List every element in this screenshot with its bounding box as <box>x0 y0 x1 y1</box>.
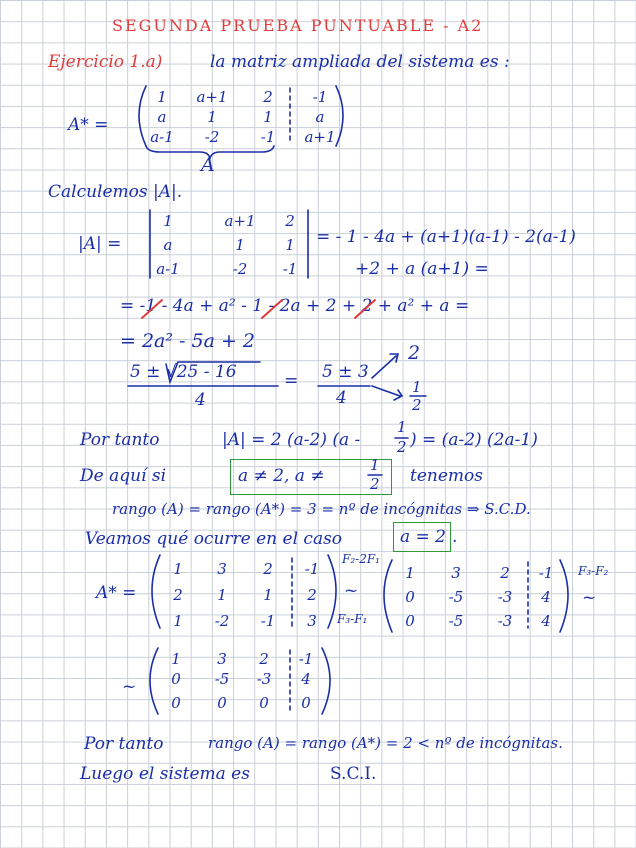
por-tanto-label-1: Por tanto <box>80 430 160 450</box>
matrix2-cell: -1 <box>304 560 320 578</box>
matrix1-cell: 2 <box>263 88 273 106</box>
quad2-numerator: 5 ± 3 <box>322 362 369 382</box>
arrow-up-head <box>390 354 398 362</box>
matrix1-name: A* = <box>68 115 109 135</box>
matrix2-name: A* = <box>96 583 137 603</box>
matrix3-tilde: ~ <box>582 588 597 608</box>
exercise-intro: la matriz ampliada del sistema es : <box>210 52 510 72</box>
det-cell: 1 <box>235 236 245 254</box>
matrix2-tilde: ~ <box>344 581 359 601</box>
matrix2-cell: 2 <box>173 586 183 604</box>
matrix2-cell: 1 <box>217 586 227 604</box>
matrix2-cell: 1 <box>263 586 273 604</box>
page-title: SEGUNDA PRUEBA PUNTUABLE - A2 <box>112 16 484 35</box>
matrix2-cell: 3 <box>217 560 227 578</box>
por-tanto-label-2: Por tanto <box>84 734 164 754</box>
det-rhs-1: = - 1 - 4a + (a+1)(a-1) - 2(a-1) <box>316 227 576 247</box>
matrix2-right-paren <box>328 555 336 628</box>
matrix1-cell: -1 <box>260 128 276 146</box>
arrow-up <box>372 356 396 378</box>
condition-frac-num: 1 <box>370 456 380 474</box>
matrix1-under-label: A <box>201 154 215 176</box>
matrix3-cell: 4 <box>541 612 551 630</box>
rango-line: rango (A) = rango (A*) = 3 = nº de incógnitas ⇒ S.C.D. <box>112 500 531 518</box>
expansion-line-2: = 2a² - 5a + 2 <box>120 330 255 352</box>
por-tanto-rango: rango (A) = rango (A*) = 2 < nº de incógnitas. <box>208 734 563 752</box>
matrix3-cell: -3 <box>497 612 513 630</box>
det-cell: 1 <box>163 212 173 230</box>
expansion-part: = <box>120 296 140 316</box>
matrix4-cell: 0 <box>171 694 181 712</box>
matrix3-left-paren <box>384 560 392 632</box>
matrix2-left-paren <box>152 555 160 628</box>
struck-term: 2 <box>325 296 337 316</box>
matrix1-cell: a <box>157 108 167 126</box>
matrix3-op-top: F₃-F₂ <box>578 564 609 578</box>
matrix4-cell: 4 <box>301 670 311 688</box>
condition-text: a ≠ 2, a ≠ <box>238 466 325 486</box>
arrow-down <box>372 386 400 396</box>
matrix2-cell: 2 <box>263 560 273 578</box>
arrow-down-head <box>394 390 402 400</box>
expansion-part: - 4a + a² - <box>156 296 253 316</box>
matrix2-op-bottom: F₃-F₁ <box>337 612 368 626</box>
det-cell: 2 <box>285 212 295 230</box>
de-aqui-suffix: tenemos <box>410 466 483 486</box>
matrix3-cell: 3 <box>451 564 461 582</box>
matrix3-cell: 1 <box>405 564 415 582</box>
case-text: a = 2 <box>400 527 447 547</box>
luego-text: Luego el sistema es <box>80 764 250 784</box>
matrix1-cell: -2 <box>204 128 220 146</box>
matrix3-cell: 4 <box>541 588 551 606</box>
det-cell: a+1 <box>224 212 256 230</box>
exercise-label: Ejercicio 1.a) <box>48 52 163 72</box>
det-cell: 1 <box>285 236 295 254</box>
matrix3-cell: -1 <box>538 564 554 582</box>
root-1: 2 <box>408 342 421 364</box>
expansion-part: - 2a + <box>263 296 326 316</box>
matrix3-cell: 2 <box>500 564 510 582</box>
det-cell: a-1 <box>156 260 180 278</box>
matrix2-op-top: F₂-2F₁ <box>342 552 380 566</box>
matrix1-cell: a+1 <box>196 88 228 106</box>
calc-label: Calculemos |A|. <box>48 182 183 202</box>
condition-frac-den: 2 <box>370 475 380 493</box>
matrix1-cell: a <box>315 108 325 126</box>
matrix4-cell: -3 <box>256 670 272 688</box>
matrix1-cell: 1 <box>157 88 167 106</box>
struck-term: -1 <box>139 296 157 316</box>
matrix2-cell: -2 <box>214 612 230 630</box>
matrix2-cell: 1 <box>173 612 183 630</box>
matrix1-cell: a-1 <box>150 128 174 146</box>
por-tanto-expr: |A| = 2 (a-2) (a - <box>222 430 361 450</box>
matrix3-cell: -5 <box>448 588 464 606</box>
det-cell: a <box>163 236 173 254</box>
matrix4-cell: 0 <box>301 694 311 712</box>
matrix4-cell: -1 <box>298 650 314 668</box>
matrix4-cell: 1 <box>171 650 181 668</box>
matrix2-cell: -1 <box>260 612 276 630</box>
matrix4-left-paren <box>150 648 158 714</box>
matrix2-cell: 2 <box>307 586 317 604</box>
root-2-den: 2 <box>412 396 422 414</box>
det-cell: -2 <box>232 260 248 278</box>
matrix3-cell: -5 <box>448 612 464 630</box>
matrix1-cell: 1 <box>263 108 273 126</box>
luego-result: S.C.I. <box>330 764 377 784</box>
matrix4-cell: 3 <box>217 650 227 668</box>
matrix3-cell: -3 <box>497 588 513 606</box>
det-name: |A| = <box>78 234 122 254</box>
quad-denominator: 4 <box>195 390 206 410</box>
matrix1-cell: a+1 <box>304 128 336 146</box>
quad-equals: = <box>284 371 299 391</box>
matrix4-tilde: ~ <box>122 677 137 697</box>
veamos-text: Veamos qué ocurre en el caso <box>85 529 343 549</box>
matrix4-cell: 0 <box>171 670 181 688</box>
por-tanto-frac-den: 2 <box>397 438 407 456</box>
por-tanto-frac-num: 1 <box>397 418 407 436</box>
matrix2-cell: 1 <box>173 560 183 578</box>
expansion-line-1 <box>120 298 469 315</box>
veamos-end: . <box>452 527 458 547</box>
matrix3-cell: 0 <box>405 612 415 630</box>
matrix1-cell: -1 <box>312 88 328 106</box>
matrix4-cell: -5 <box>214 670 230 688</box>
quad-numerator: 5 ± √25 - 16 <box>130 362 237 382</box>
root-2-num: 1 <box>412 378 422 396</box>
matrix4-cell: 0 <box>259 694 269 712</box>
matrix3-cell: 0 <box>405 588 415 606</box>
expansion-part: + 2 + a² + a = <box>336 296 470 316</box>
por-tanto-expr-end: ) = (a-2) (2a-1) <box>410 430 538 450</box>
matrix4-cell: 2 <box>259 650 269 668</box>
det-rhs-2: +2 + a (a+1) = <box>355 259 489 279</box>
de-aqui-prefix: De aquí si <box>80 466 167 486</box>
matrix4-right-paren <box>322 648 330 714</box>
quad2-denominator: 4 <box>336 388 347 408</box>
matrix2-cell: 3 <box>307 612 317 630</box>
matrix1-right-paren <box>336 86 343 146</box>
det-cell: -1 <box>282 260 298 278</box>
matrix4-cell: 0 <box>217 694 227 712</box>
matrix1-cell: 1 <box>207 108 217 126</box>
struck-term: 1 <box>252 296 264 316</box>
